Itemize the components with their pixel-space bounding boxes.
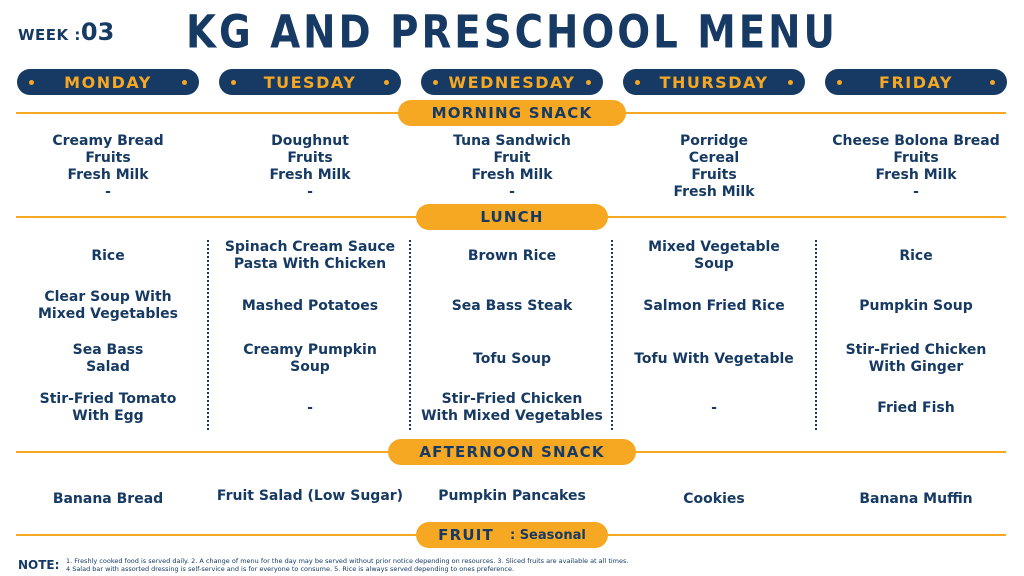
- day-label: THURSDAY: [659, 72, 769, 92]
- menu-item: Fresh Milk: [875, 167, 957, 183]
- section-title-afternoon-snack: AFTERNOON SNACK: [388, 439, 636, 465]
- menu-item: -: [105, 184, 111, 200]
- lunch-item-monday: Sea Bass Salad: [72, 342, 144, 375]
- menu-item: -: [509, 184, 515, 200]
- bullet-icon: [788, 80, 793, 85]
- menu-item: Fruits: [691, 167, 737, 183]
- lunch-item-wednesday: Stir-Fried Chicken With Mixed Vegetables: [421, 391, 603, 424]
- menu-item: Cheese Bolona Bread: [832, 133, 1000, 149]
- day-header-monday: [17, 69, 199, 95]
- bullet-icon: [231, 80, 236, 85]
- day-header-tuesday: [219, 69, 401, 95]
- day-label: WEDNESDAY: [448, 72, 576, 92]
- lunch-item-friday: Pumpkin Soup: [859, 297, 973, 314]
- menu-item: -: [307, 184, 313, 200]
- day-label: TUESDAY: [263, 72, 357, 92]
- afternoon-snack-wednesday: Pumpkin Pancakes: [438, 488, 586, 504]
- fruit-label: FRUIT: [438, 526, 494, 544]
- bullet-icon: [182, 80, 187, 85]
- lunch-item-thursday: Salmon Fried Rice: [643, 297, 785, 314]
- lunch-item-thursday: Tofu With Vegetable: [634, 350, 794, 367]
- day-header-thursday: [623, 69, 805, 95]
- lunch-item-tuesday: Mashed Potatoes: [241, 297, 379, 314]
- menu-item: Doughnut: [271, 133, 349, 149]
- note-label: NOTE:: [18, 558, 60, 572]
- menu-item: Fresh Milk: [471, 167, 553, 183]
- note-line: 1. Freshly cooked food is served daily. 2. A change of menu for the day may be served without prior notice depending on resources. 3. Sliced fruits are available at all times.: [66, 557, 629, 565]
- lunch-item-wednesday: Brown Rice: [467, 247, 557, 264]
- lunch-item-friday: Rice: [899, 247, 933, 264]
- lunch-item-wednesday: Sea Bass Steak: [451, 297, 573, 314]
- lunch-item-thursday: -: [711, 399, 717, 416]
- menu-item: Fresh Milk: [673, 184, 755, 200]
- bullet-icon: [586, 80, 591, 85]
- bullet-icon: [384, 80, 389, 85]
- menu-item: Porridge: [679, 133, 749, 149]
- morning-snack-monday: [8, 133, 208, 201]
- menu-item: Fruits: [893, 150, 939, 166]
- afternoon-snack-friday: Banana Muffin: [859, 491, 973, 507]
- lunch-item-tuesday: -: [307, 399, 313, 416]
- menu-item: Fresh Milk: [269, 167, 351, 183]
- bullet-icon: [837, 80, 842, 85]
- bullet-icon: [990, 80, 995, 85]
- lunch-item-monday: Clear Soup With Mixed Vegetables: [37, 289, 179, 322]
- lunch-item-friday: Fried Fish: [877, 399, 955, 416]
- day-label: FRIDAY: [879, 72, 953, 92]
- lunch-item-tuesday: Creamy Pumpkin Soup: [243, 342, 377, 375]
- lunch-item-tuesday: Spinach Cream Sauce Pasta With Chicken: [224, 239, 396, 272]
- day-label: MONDAY: [64, 72, 152, 92]
- fruit-note: : Seasonal: [509, 527, 586, 543]
- week-number: 03: [80, 18, 115, 46]
- morning-snack-friday: [816, 133, 1016, 201]
- bullet-icon: [433, 80, 438, 85]
- page-title: KG AND PRESCHOOL MENU: [186, 6, 838, 60]
- menu-item: Fresh Milk: [67, 167, 149, 183]
- lunch-item-monday: Stir-Fried Tomato With Egg: [39, 391, 177, 424]
- section-title-morning-snack: MORNING SNACK: [398, 100, 626, 126]
- bullet-icon: [635, 80, 640, 85]
- day-header-friday: [825, 69, 1007, 95]
- menu-item: Creamy Bread: [52, 133, 164, 149]
- menu-item: Fruit: [493, 150, 531, 166]
- morning-snack-tuesday: [210, 133, 410, 201]
- morning-snack-thursday: [614, 133, 814, 201]
- lunch-item-wednesday: Tofu Soup: [473, 350, 551, 367]
- menu-item: -: [913, 184, 919, 200]
- note-text: [66, 557, 628, 573]
- section-title-lunch: LUNCH: [416, 204, 608, 230]
- week-label: WEEK :: [18, 26, 81, 44]
- morning-snack-wednesday: [412, 133, 612, 201]
- note-line: 4 Salad bar with assorted dressing is self-service and is for everyone to consume. 5. Rice is always served depending to ones preference.: [66, 565, 515, 573]
- section-title-fruit: [416, 522, 608, 548]
- menu-item: Tuna Sandwich: [453, 133, 571, 149]
- menu-item: Cereal: [688, 150, 740, 166]
- afternoon-snack-monday: Banana Bread: [52, 491, 164, 507]
- menu-item: Fruits: [287, 150, 333, 166]
- bullet-icon: [29, 80, 34, 85]
- lunch-item-monday: Rice: [91, 247, 125, 264]
- lunch-item-thursday: Mixed Vegetable Soup: [648, 239, 780, 272]
- afternoon-snack-tuesday: Fruit Salad (Low Sugar): [216, 488, 404, 504]
- day-header-wednesday: [421, 69, 603, 95]
- afternoon-snack-thursday: Cookies: [683, 491, 745, 507]
- menu-item: Fruits: [85, 150, 131, 166]
- lunch-item-friday: Stir-Fried Chicken With Ginger: [845, 342, 987, 375]
